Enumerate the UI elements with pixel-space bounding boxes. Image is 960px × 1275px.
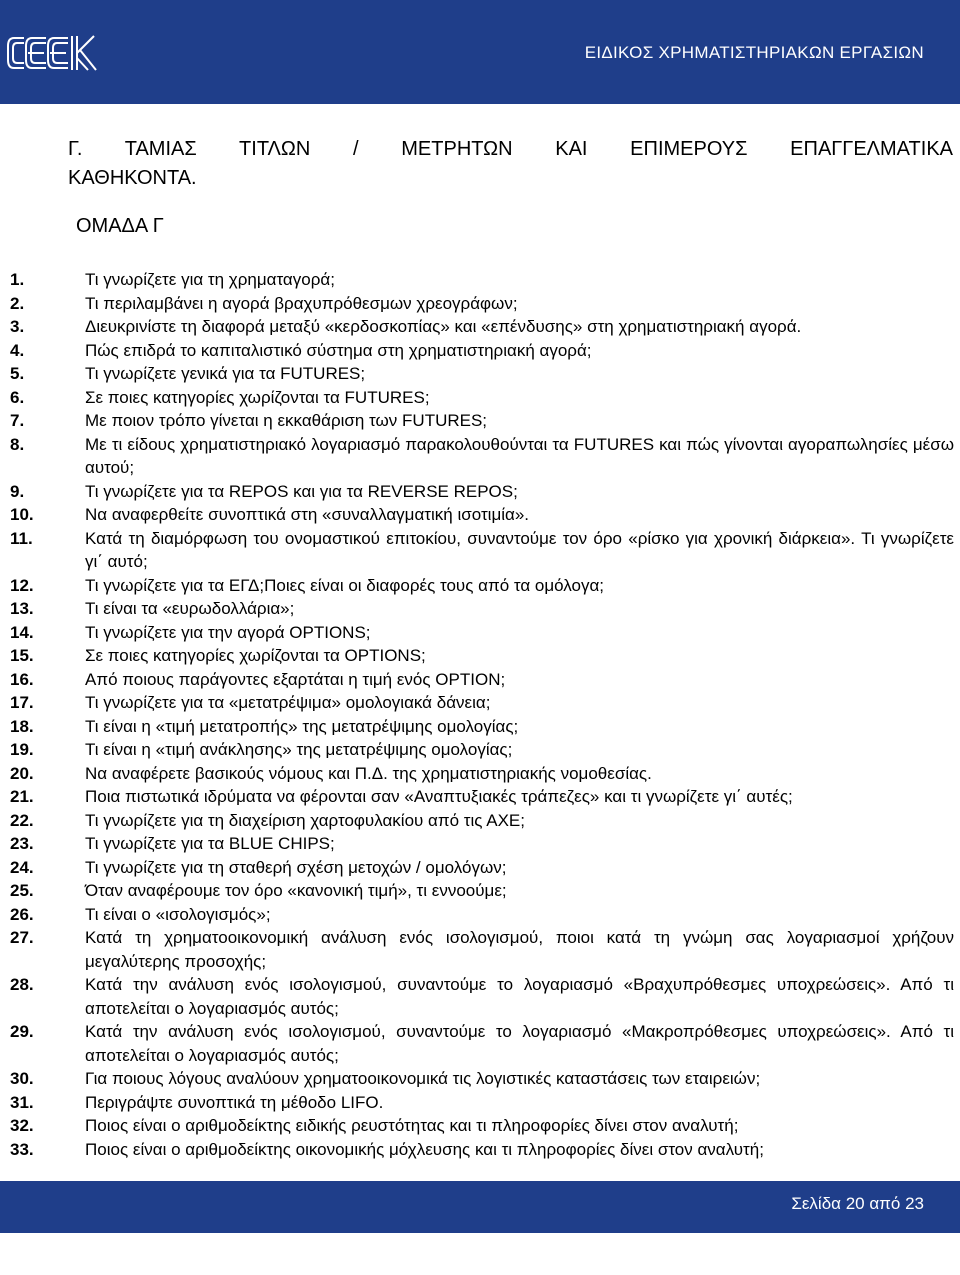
question-text: Κατά την ανάλυση ενός ισολογισμού, συναντούμε το λογαριασμό «Βραχυπρόθεσμες υποχρεώσεις». Από τι αποτελείται ο λογαριασμός αυτός;: [85, 975, 954, 1018]
question-number: 21.: [10, 787, 34, 806]
question-item: [10, 1067, 954, 1091]
question-item: [10, 1091, 954, 1115]
question-text: Όταν αναφέρουμε τον όρο «κανονική τιμή», τι εννοούμε;: [85, 881, 507, 900]
question-number: 13.: [10, 599, 34, 618]
question-item: [10, 856, 954, 880]
question-text: Τι γνωρίζετε για τη σταθερή σχέση μετοχών / ομολόγων;: [85, 857, 507, 877]
question-number: 27.: [10, 928, 34, 947]
question-text: Σε ποιες κατηγορίες χωρίζονται τα FUTURES;: [85, 387, 430, 407]
question-number: 22.: [10, 810, 34, 830]
question-text: Για ποιους λόγους αναλύουν χρηματοοικονομικά τις λογιστικές καταστάσεις των εταιρειών;: [85, 1069, 761, 1088]
question-item: [10, 480, 954, 504]
question-number: 31.: [10, 1092, 34, 1112]
question-number: 14.: [10, 622, 34, 642]
question-number: 30.: [10, 1069, 34, 1088]
question-text: Τι γνωρίζετε για τα «μετατρέψιμα» ομολογιακά δάνεια;: [85, 693, 491, 712]
question-number: 4.: [10, 340, 25, 360]
question-item: [10, 926, 954, 973]
question-item: [10, 362, 954, 386]
question-number: 5.: [10, 364, 25, 383]
question-item: [10, 1020, 954, 1067]
question-item: [10, 879, 954, 903]
question-text: Κατά την ανάλυση ενός ισολογισμού, συναντούμε το λογαριασμό «Μακροπρόθεσμες υποχρεώσεις». Από τι αποτελείται ο λογαριασμός αυτός;: [85, 1022, 954, 1065]
question-item: [10, 715, 954, 739]
question-number: 16.: [10, 669, 34, 689]
question-item: [10, 527, 954, 574]
question-number: 11.: [10, 528, 33, 548]
question-number: 23.: [10, 834, 34, 853]
question-text: Τι γνωρίζετε για τα REPOS και για τα REVERSE REPOS;: [85, 481, 518, 501]
question-text: Διευκρινίστε τη διαφορά μεταξύ «κερδοσκοπίας» και «επένδυσης» στη χρηματιστηριακή αγορά.: [85, 317, 802, 336]
question-text: Με ποιον τρόπο γίνεται η εκκαθάριση των FUTURES;: [85, 411, 488, 430]
question-item: [10, 762, 954, 786]
question-number: 17.: [10, 693, 34, 712]
question-item: [10, 503, 954, 527]
question-item: [10, 809, 954, 833]
header-title: ΕΙΔΙΚΟΣ ΧΡΗΜΑΤΙΣΤΗΡΙΑΚΩΝ ΕΡΓΑΣΙΩΝ: [584, 43, 924, 62]
question-text: Τι γνωρίζετε γενικά για τα FUTURES;: [85, 364, 366, 383]
question-number: 10.: [10, 505, 34, 524]
question-text: Ποιος είναι ο αριθμοδείκτης ειδικής ρευστότητας και τι πληροφορίες δίνει στον αναλυτή;: [85, 1116, 739, 1135]
question-item: [10, 292, 954, 316]
question-item: [10, 315, 954, 339]
section-title: Γ. ΤΑΜΙΑΣ ΤΙΤΛΩΝ / ΜΕΤΡΗΤΩΝ ΚΑΙ ΕΠΙΜΕΡΟΥΣ ΕΠΑΓΓΕΛΜΑΤΙΚΑ: [68, 138, 953, 160]
question-text: Σε ποιες κατηγορίες χωρίζονται τα OPTIONS;: [85, 646, 426, 665]
question-number: 19.: [10, 740, 34, 759]
question-text: Τι είναι η «τιμή μετατροπής» της μετατρέψιμης ομολογίας;: [85, 716, 519, 736]
page-number: Σελίδα 20 από 23: [791, 1194, 924, 1213]
question-item: [10, 386, 954, 410]
question-text: Τι περιλαμβάνει η αγορά βραχυπρόθεσμων χρεογράφων;: [85, 293, 518, 313]
question-number: 8.: [10, 434, 25, 454]
header-bar: [0, 0, 960, 104]
question-item: [10, 1114, 954, 1138]
question-number: 32.: [10, 1116, 34, 1135]
question-number: 12.: [10, 575, 34, 595]
question-text: Ποιος είναι ο αριθμοδείκτης οικονομικής μόχλευσης και τι πληροφορίες δίνει στον αναλυτή;: [85, 1139, 764, 1159]
question-number: 9.: [10, 481, 25, 501]
question-number: 24.: [10, 857, 34, 877]
section-title-continuation: ΚΑΘΗΚΟΝΤΑ.: [68, 167, 197, 189]
question-item: [10, 409, 954, 433]
question-item: [10, 691, 954, 715]
question-text: Τι γνωρίζετε για την αγορά OPTIONS;: [85, 622, 371, 642]
question-item: [10, 433, 954, 480]
question-text: Τι γνωρίζετε για τα ΕΓΔ;Ποιες είναι οι διαφορές τους από τα ομόλογα;: [85, 575, 605, 595]
question-item: [10, 785, 954, 809]
question-item: [10, 738, 954, 762]
question-text: Κατά τη χρηματοοικονομική ανάλυση ενός ισολογισμού, ποιοι κατά τη γνώμη σας λογαριασμοί χρήζουν μεγαλύτερης προσοχής;: [85, 928, 954, 971]
question-text: Περιγράψτε συνοπτικά τη μέθοδο LIFO.: [85, 1092, 384, 1112]
question-item: [10, 268, 954, 292]
question-number: 3.: [10, 317, 25, 336]
question-number: 15.: [10, 646, 34, 665]
question-text: Τι γνωρίζετε για τα BLUE CHIPS;: [85, 834, 335, 853]
question-number: 26.: [10, 904, 34, 924]
question-number: 7.: [10, 411, 25, 430]
question-text: Κατά τη διαμόρφωση του ονομαστικού επιτοκίου, συναντούμε τον όρο «ρίσκο για χρονική διάρκεια». Τι γνωρίζετε γι΄ αυτό;: [85, 528, 954, 571]
question-number: 33.: [10, 1139, 34, 1159]
question-item: [10, 973, 954, 1020]
question-text: Τι γνωρίζετε για τη διαχείριση χαρτοφυλακίου από τις ΑΧΕ;: [85, 810, 525, 830]
question-text: Τι είναι η «τιμή ανάκλησης» της μετατρέψιμης ομολογίας;: [85, 740, 513, 759]
question-item: [10, 668, 954, 692]
question-item: [10, 832, 954, 856]
question-item: [10, 574, 954, 598]
question-item: [10, 1138, 954, 1162]
question-list: [10, 268, 954, 1161]
group-title: ΟΜΑΔΑ Γ: [76, 215, 164, 237]
question-number: 2.: [10, 293, 25, 313]
question-item: [10, 621, 954, 645]
question-item: [10, 644, 954, 668]
question-number: 6.: [10, 387, 25, 407]
question-number: 25.: [10, 881, 34, 900]
question-text: Να αναφέρετε βασικούς νόμους και Π.Δ. της χρηματιστηριακής νομοθεσίας.: [85, 763, 652, 783]
question-text: Τι είναι τα «ευρωδολλάρια»;: [85, 599, 295, 618]
question-item: [10, 903, 954, 927]
question-text: Τι είναι ο «ισολογισμός»;: [85, 904, 271, 924]
question-text: Να αναφερθείτε συνοπτικά στη «συναλλαγματική ισοτιμία».: [85, 505, 530, 524]
question-item: [10, 339, 954, 363]
question-number: 28.: [10, 975, 34, 994]
question-number: 18.: [10, 716, 34, 736]
question-number: 20.: [10, 763, 34, 783]
question-text: Με τι είδους χρηματιστηριακό λογαριασμό παρακολουθούνται τα FUTURES και πώς γίνονται αγοραπωλησίες μέσω αυτού;: [85, 434, 954, 477]
question-number: 1.: [10, 270, 25, 289]
question-item: [10, 597, 954, 621]
question-number: 29.: [10, 1022, 34, 1041]
question-text: Από ποιους παράγοντες εξαρτάται η τιμή ενός OPTION;: [85, 669, 506, 689]
question-text: Τι γνωρίζετε για τη χρηματαγορά;: [85, 270, 335, 289]
question-text: Ποια πιστωτικά ιδρύματα να φέρονται σαν «Αναπτυξιακές τράπεζες» και τι γνωρίζετε γι΄ αυτές;: [85, 787, 793, 806]
question-text: Πώς επιδρά το καπιταλιστικό σύστημα στη χρηματιστηριακή αγορά;: [85, 340, 592, 360]
logo-icon: [6, 30, 98, 76]
